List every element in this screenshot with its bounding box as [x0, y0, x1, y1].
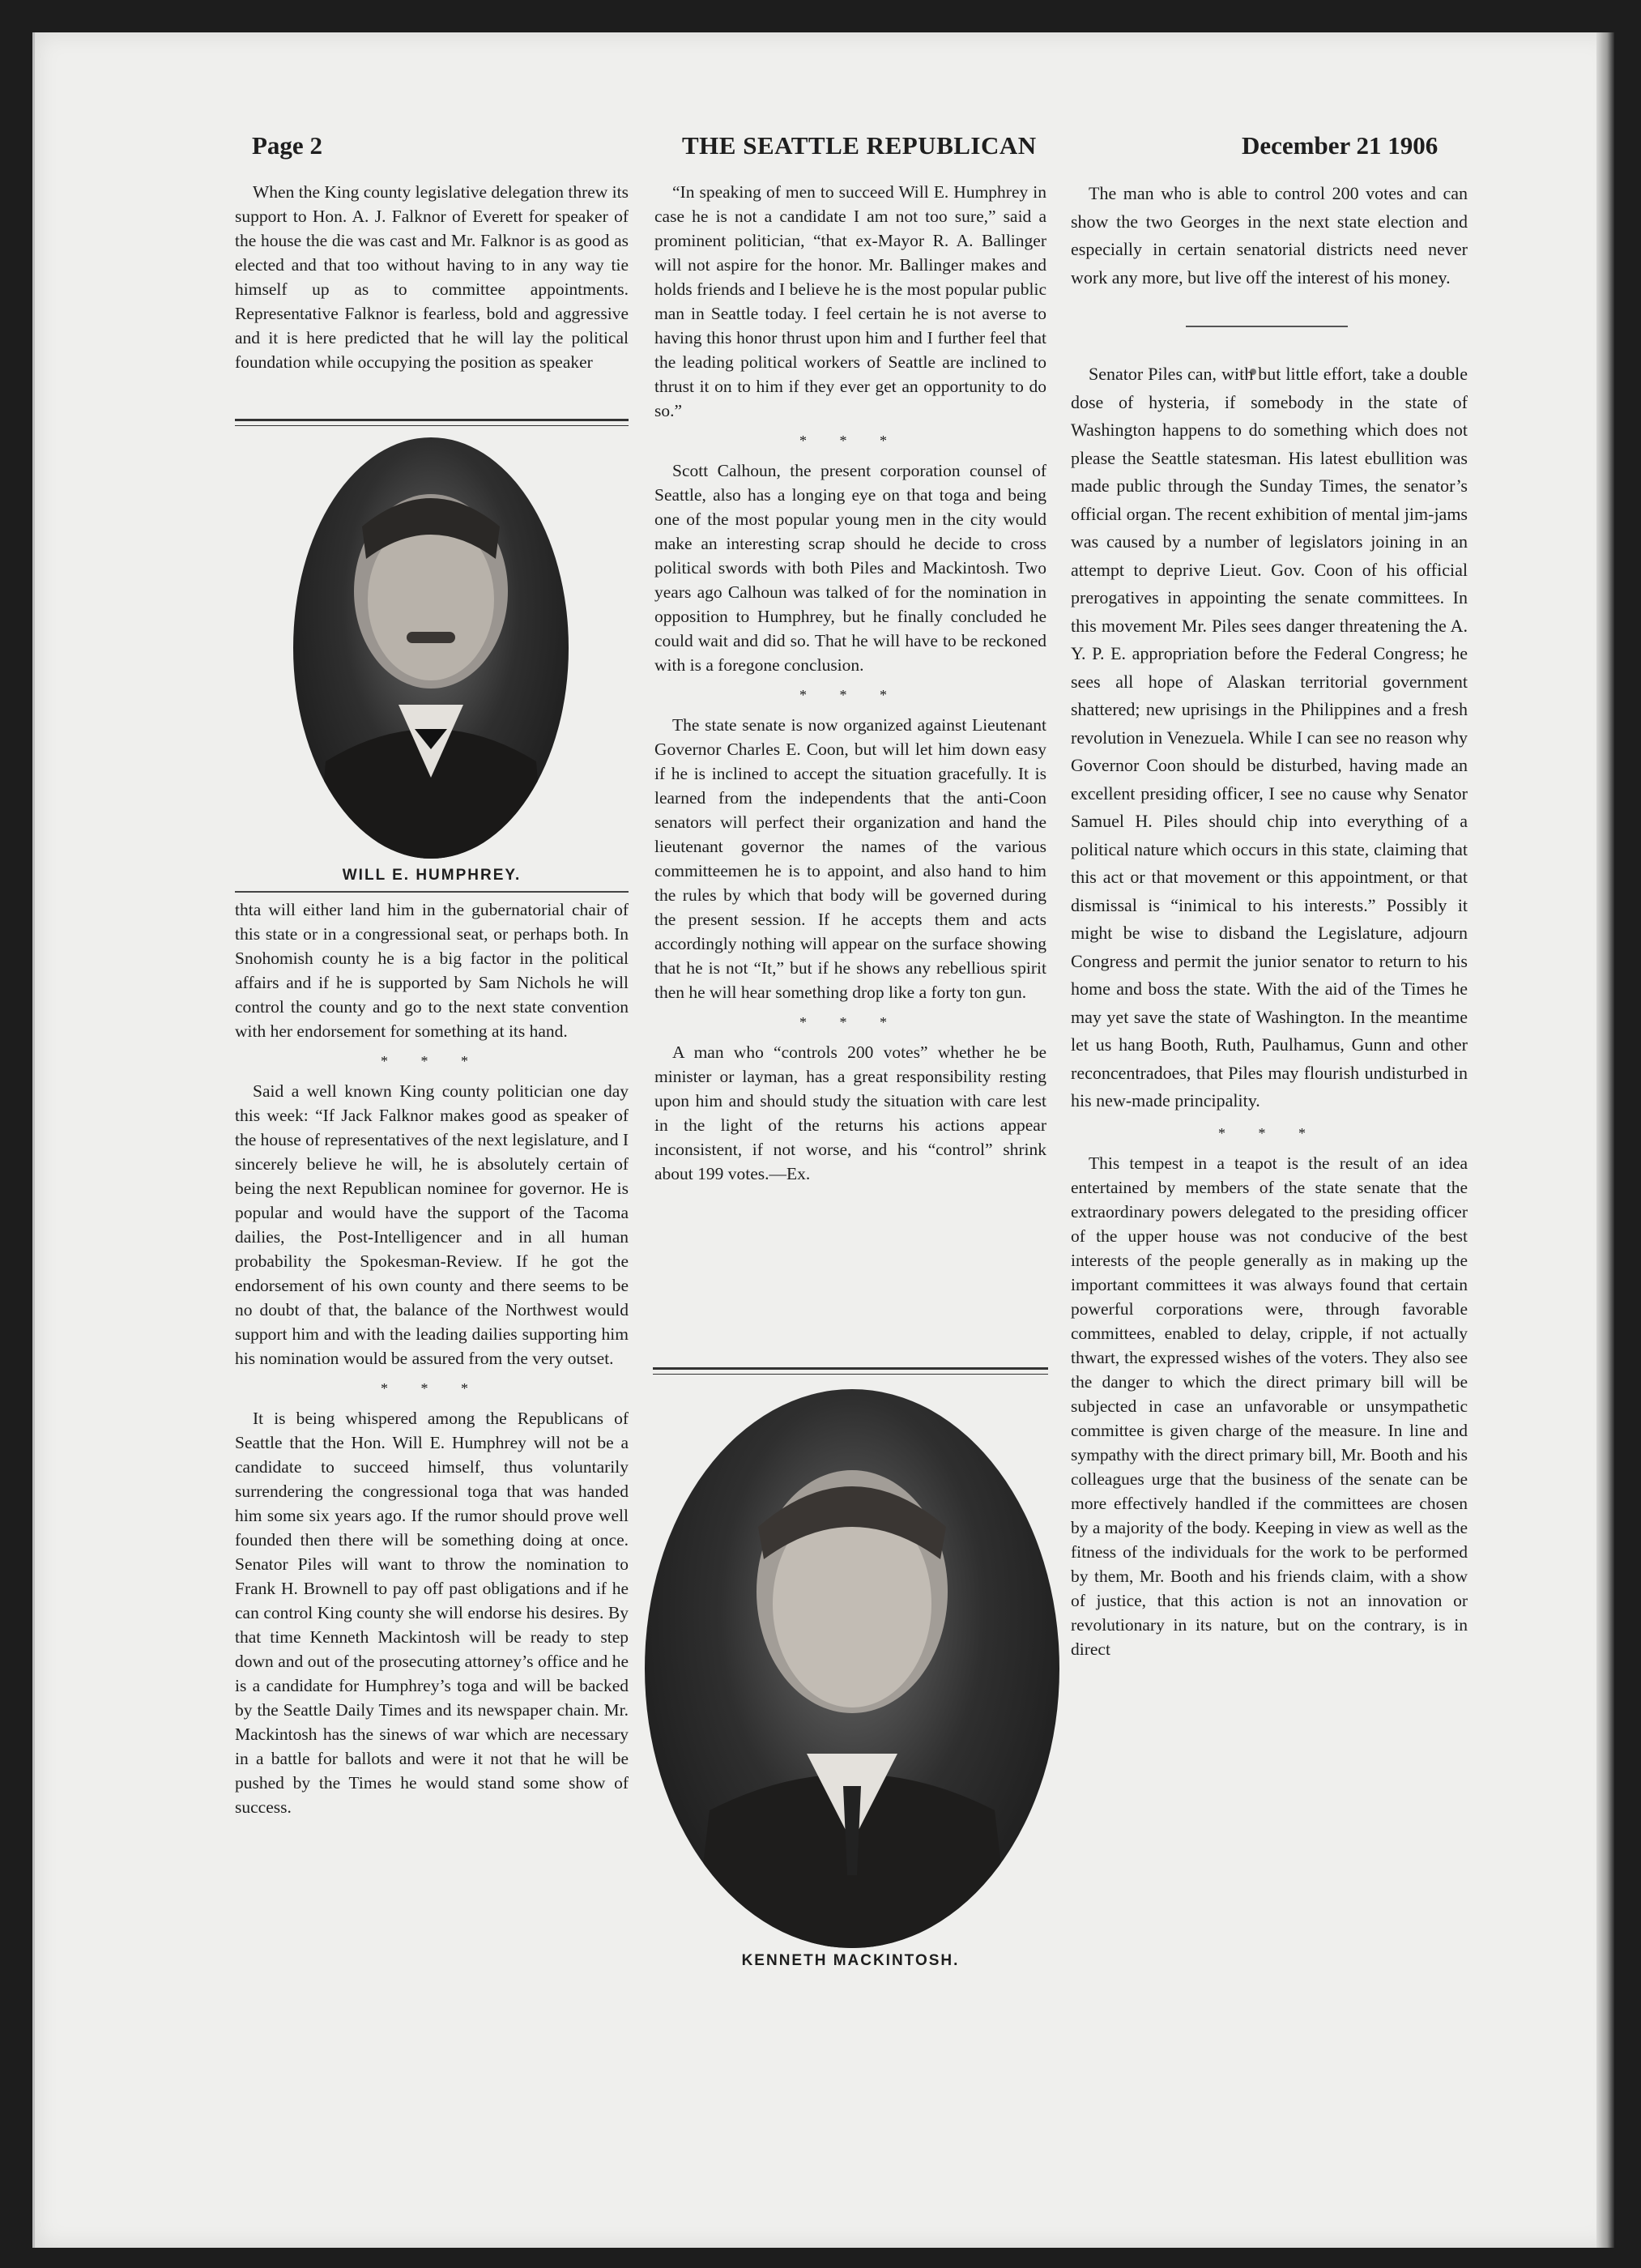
article-humphrey-rumor: It is being whispered among the Republicans of Seattle that the Hon. Will E. Humphrey will not be a candidate to succeed himself, thus voluntarily surrendering the congressional toga that was handed him some six years ago. If the rumor should prove well founded then there will be something doing at once. Senator Piles will want to throw the nomination to Frank H. Brownell to pay off past obligations and if he can control King county she will endorse his desires. By that time Kenneth Mackintosh will be ready to step down and out of the prosecuting attorney’s office and he is a candidate for Humphrey’s toga and will be backed by the Seattle Daily Times and its newspaper chain. Mr. Mackintosh has the sinews of war which are necessary in a battle for ballots and were it not that he will be pushed by the Times he would stand some show of success. [235, 1409, 629, 1817]
short-divider-rule [1071, 292, 1468, 360]
section-divider-stars: * * * [799, 687, 901, 703]
portrait-humphrey [293, 437, 569, 859]
article-controls-200-votes: A man who “controls 200 votes” whether he be minister or layman, has a great responsibility resting upon him and should study the situation with care lest in the light of the returns his actions appear inconsistent, if not worse, and his “control” shrink about 199 votes.—Ex. [654, 1042, 1046, 1183]
article-ballinger: “In speaking of men to succeed Will E. Humphrey in case he is not a candidate I am not too sure,” said a prominent politician, “that ex-Mayor R. A. Ballinger will not aspire for the honor. Mr. Ballinger makes and holds friends and I believe he is the most popular public man in Seattle today. I feel certain he is not averse to having this honor thrust upon him and I further feel that the leading political workers of Seattle are inclined to thrust it on to him if they ever get an opportunity to do so.” [654, 182, 1046, 420]
page-fold-edge [1596, 32, 1614, 2248]
portrait-humphrey-caption: WILL E. HUMPHREY. [342, 867, 522, 884]
article-calhoun: Scott Calhoun, the present corporation counsel of Seattle, also has a longing eye on that toga and being one of the most popular young men in the city would make an interesting scrap should he decide to cross political swords with both Piles and Mackintosh. Two years ago Calhoun was talked of for the nomination in opposition to Humphrey, but he finally concluded he could wait and did so. That he will have to be reckoned with is a foregone conclusion. [654, 461, 1046, 675]
column-3 [1071, 180, 1468, 1661]
publication-name: THE SEATTLE REPUBLICAN [682, 131, 1037, 160]
column-1-rule-top [235, 419, 629, 426]
portrait-mackintosh-caption: KENNETH MACKINTOSH. [741, 1952, 960, 1969]
column-1-top [235, 180, 629, 374]
article-senator-piles: Senator Piles can, with but little effort, take a double dose of hysteria, if somebody in the state of Washington happens to do something which does not please the Seattle statesman. His latest ebullition was made public through the Sunday Times, the senator’s official organ. The recent exhibition of mental jim-jams was caused by a number of legislators joining in an attempt to deprive Lieut. Gov. Coon of his official prerogatives in appointing the senate committees. In this movement Mr. Piles sees danger threatening the A. Y. P. E. appropriation before the Federal Congress; he sees all hope of Alaskan territorial government shattered; new uprisings in the Philippines and a fresh revolution in Venezuela. While I can see no reason why Governor Coon should be disturbed, having made an excellent presiding officer, I see no cause why Senator Samuel H. Piles should chip into everything of a political nature which occurs in this state, claiming that this act or that movement or this appointment, or that dismissal is “inimical to his interests.” Possibly it might be wise to disband the Legislature, adjourn Congress and permit the junior senator to return to his home and boss the state. With the aid of the Times he may yet save the state of Washington. In the meantime let us hang Booth, Ruth, Paulhamus, Gunn and other reconcentradoes, that Piles may flourish undisturbed in his new-made principality. [1071, 364, 1468, 1111]
section-divider-stars: * * * [799, 433, 901, 449]
article-two-georges: The man who is able to control 200 votes and can show the two Georges in the next state election and especially in certain senatorial districts need never work any more, but live off the interest of his money. [1071, 183, 1468, 288]
column-1-rule-bottom [235, 891, 629, 893]
column-1-bottom [235, 897, 629, 1819]
section-divider-stars: * * * [381, 1053, 483, 1069]
column-2-top [654, 180, 1046, 1186]
column-2-rule [653, 1367, 1048, 1375]
section-divider-stars: * * * [799, 1014, 901, 1030]
page-number: Page 2 [252, 131, 322, 160]
article-state-senate: The state senate is now organized against Lieutenant Governor Charles E. Coon, but will let him down easy if he is inclined to accept the situation gracefully. It is learned from the independents that the anti-Coon senators will perfect their organization and hand the lieutenant governor the names of the various committeemen he is to appoint, and also hand to him the rules by which that body will be governed during the present session. If he accepts them and acts accordingly nothing will appear on the surface showing that he is not “It,” but if he shows any rebellious spirit then he will hear something drop like a forty ton gun. [654, 715, 1046, 1002]
portrait-mackintosh [645, 1389, 1059, 1948]
article-tempest-teapot: This tempest in a teapot is the result of an idea entertained by members of the state senate that the extraordinary powers delegated to the presiding officer of the upper house was not conducive of the best interests of the people generally as in making up the important committees it was always found that certain powerful corporations were, through favorable committees, enabled to delay, cripple, if not actually thwart, the expressed wishes of the voters. They also see the danger to which the direct primary bill will be subjected in case an unfavorable or unsympathetic committee is given charge of the measure. In line and sympathy with the direct primary bill, Mr. Booth and his colleagues urge that the business of the senate can be more effectively handled if the committees are chosen by a majority of the body. Keeping in view as well as the fitness of the individuals for the work to be performed by them, Mr. Booth and his friends claim, with a show of justice, that this action is not an innovation or revolutionary in its nature, but on the contrary, is in direct [1071, 1153, 1468, 1659]
article-falknor: When the King county legislative delegation threw its support to Hon. A. J. Falknor of Everett for speaker of the house the die was cast and Mr. Falknor is as good as elected and that too without having to in any way tie himself up as to committee appointments. Representative Falknor is fearless, bold and aggressive and it is here predicted that he will lay the political foundation while occupying the position as speaker [235, 182, 629, 372]
section-divider-stars: * * * [1218, 1124, 1320, 1141]
portrait-humphrey-image [293, 437, 569, 859]
article-falknor-continued: thta will either land him in the gubernatorial chair of this state or in a congressional seat, or perhaps both. In Snohomish county he is a big factor in the political affairs and if he is supported by Sam Nichols he will control the county and go to the next state convention with her endorsement for something at its hand. [235, 900, 629, 1041]
article-king-county-politician: Said a well known King county politician one day this week: “If Jack Falknor makes good as speaker of the house of representatives of the next legislature, and I sincerely believe he will, he is absolutely certain of being the next Republican nominee for governor. He is popular and would have the support of the Tacoma dailies, the Post-Intelligencer and in all human probability the Spokesman-Review. If he got the endorsement of his own county and there seems to be no doubt of that, the balance of the Northwest would support him and with the leading dailies supporting him his nomination would be assured from the very outset. [235, 1081, 629, 1368]
portrait-mackintosh-image [645, 1389, 1059, 1948]
issue-date: December 21 1906 [1242, 131, 1439, 160]
section-divider-stars: * * * [381, 1380, 483, 1396]
